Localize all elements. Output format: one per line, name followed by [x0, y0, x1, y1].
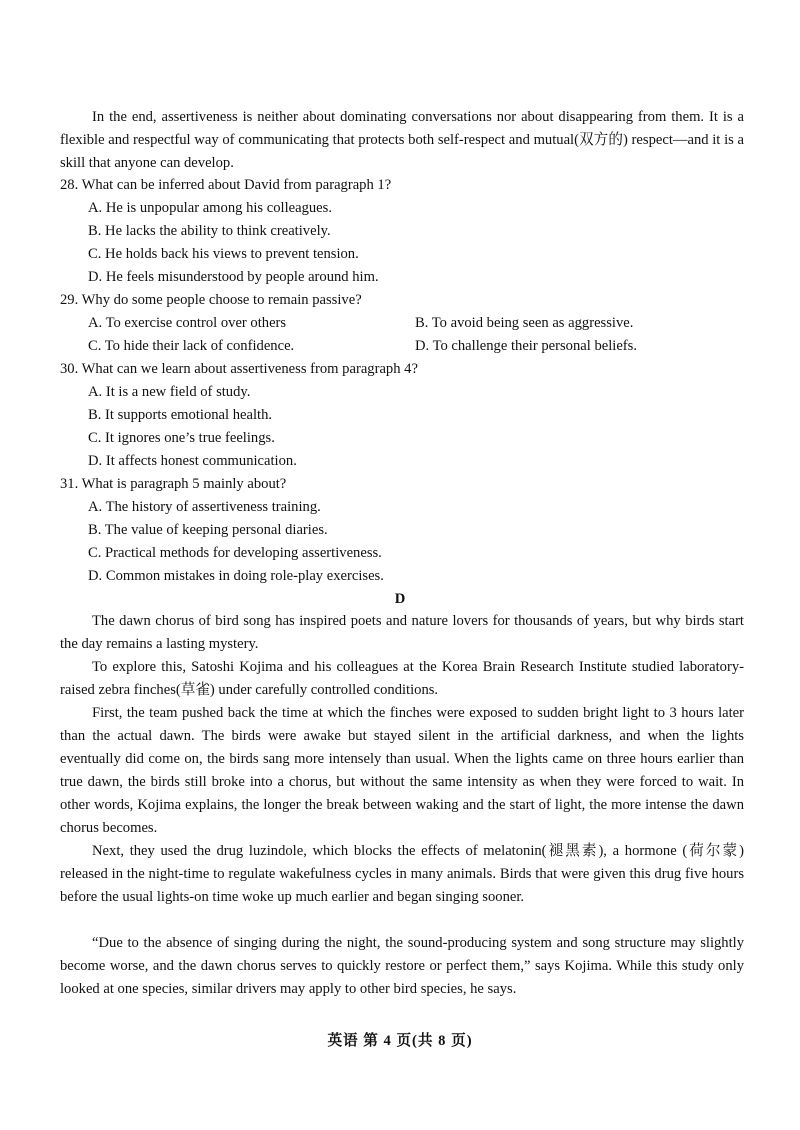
question-29-option-a: A. To exercise control over others — [88, 315, 287, 331]
passage-d-paragraph-1: The dawn chorus of bird song has inspired poets and nature lovers for thousands of years, but why birds start the day remains a lasting mystery. — [60, 613, 744, 652]
question-30-option-d: D. It affects honest communication. — [88, 453, 297, 469]
section-d-heading: D — [394, 591, 406, 607]
question-30-option-a: A. It is a new field of study. — [88, 384, 251, 400]
question-31-option-d: D. Common mistakes in doing role-play exercises. — [88, 568, 384, 584]
question-29-option-c: C. To hide their lack of confidence. — [88, 338, 295, 354]
question-30-stem: 30. What can we learn about assertiveness from paragraph 4? — [60, 361, 418, 377]
question-31-option-c: C. Practical methods for developing assertiveness. — [88, 545, 382, 561]
passage-d-paragraph-3: First, the team pushed back the time at which the finches were exposed to sudden bright light to 3 hours later than the actual dawn. The birds were awake but stayed silent in the artificial darkness, and when the lights eventually did come on, the birds sang more intensely than usual. When the lights came on three hours earlier than true dawn, the birds still broke into a chorus, but without the same intensity as when they were forced to wait. In other words, Kojima explains, the longer the break between waking and the start of light, the more intense the dawn chorus becomes. — [60, 705, 744, 836]
page-footer: 英语 第 4 页(共 8 页) — [327, 1033, 473, 1049]
passage-d-paragraph-4: Next, they used the drug luzindole, which blocks the effects of melatonin(褪黑素), a hormone (荷尔蒙) released in the night-time to regulate wakefulness cycles in many animals. Birds that were given this drug five hours before the usual lights-on time woke up much earlier and began singing sooner. — [60, 843, 744, 905]
passage-d-paragraph-5: “Due to the absence of singing during the night, the sound-producing system and song structure may slightly become worse, and the dawn chorus serves to quickly restore or perfect them,” says Kojima. While this study only looked at one species, similar drivers may apply to other bird species, he says. — [60, 935, 744, 997]
question-31-option-a: A. The history of assertiveness training. — [88, 499, 321, 515]
question-30-option-b: B. It supports emotional health. — [88, 407, 273, 423]
question-28-option-d: D. He feels misunderstood by people around him. — [88, 269, 379, 285]
passage-c-conclusion: In the end, assertiveness is neither about dominating conversations nor about disappearing from them. It is a flexible and respectful way of communicating that protects both self-respect and mutual(双方的) respect—and it is a skill that anyone can develop. — [60, 109, 744, 171]
question-29-option-d: D. To challenge their personal beliefs. — [415, 338, 637, 354]
question-29-option-b: B. To avoid being seen as aggressive. — [415, 315, 634, 331]
question-30-option-c: C. It ignores one’s true feelings. — [88, 430, 275, 446]
question-29-stem: 29. Why do some people choose to remain passive? — [60, 292, 362, 308]
question-28-option-c: C. He holds back his views to prevent tension. — [88, 246, 359, 262]
question-28-option-b: B. He lacks the ability to think creatively. — [88, 223, 331, 239]
passage-d-paragraph-2: To explore this, Satoshi Kojima and his colleagues at the Korea Brain Research Institute studied laboratory-raised zebra finches(草雀) under carefully controlled conditions. — [60, 659, 744, 698]
question-31-option-b: B. The value of keeping personal diaries. — [88, 522, 328, 538]
question-28-option-a: A. He is unpopular among his colleagues. — [88, 200, 332, 216]
question-28-stem: 28. What can be inferred about David from paragraph 1? — [60, 177, 392, 193]
question-31-stem: 31. What is paragraph 5 mainly about? — [60, 476, 287, 492]
